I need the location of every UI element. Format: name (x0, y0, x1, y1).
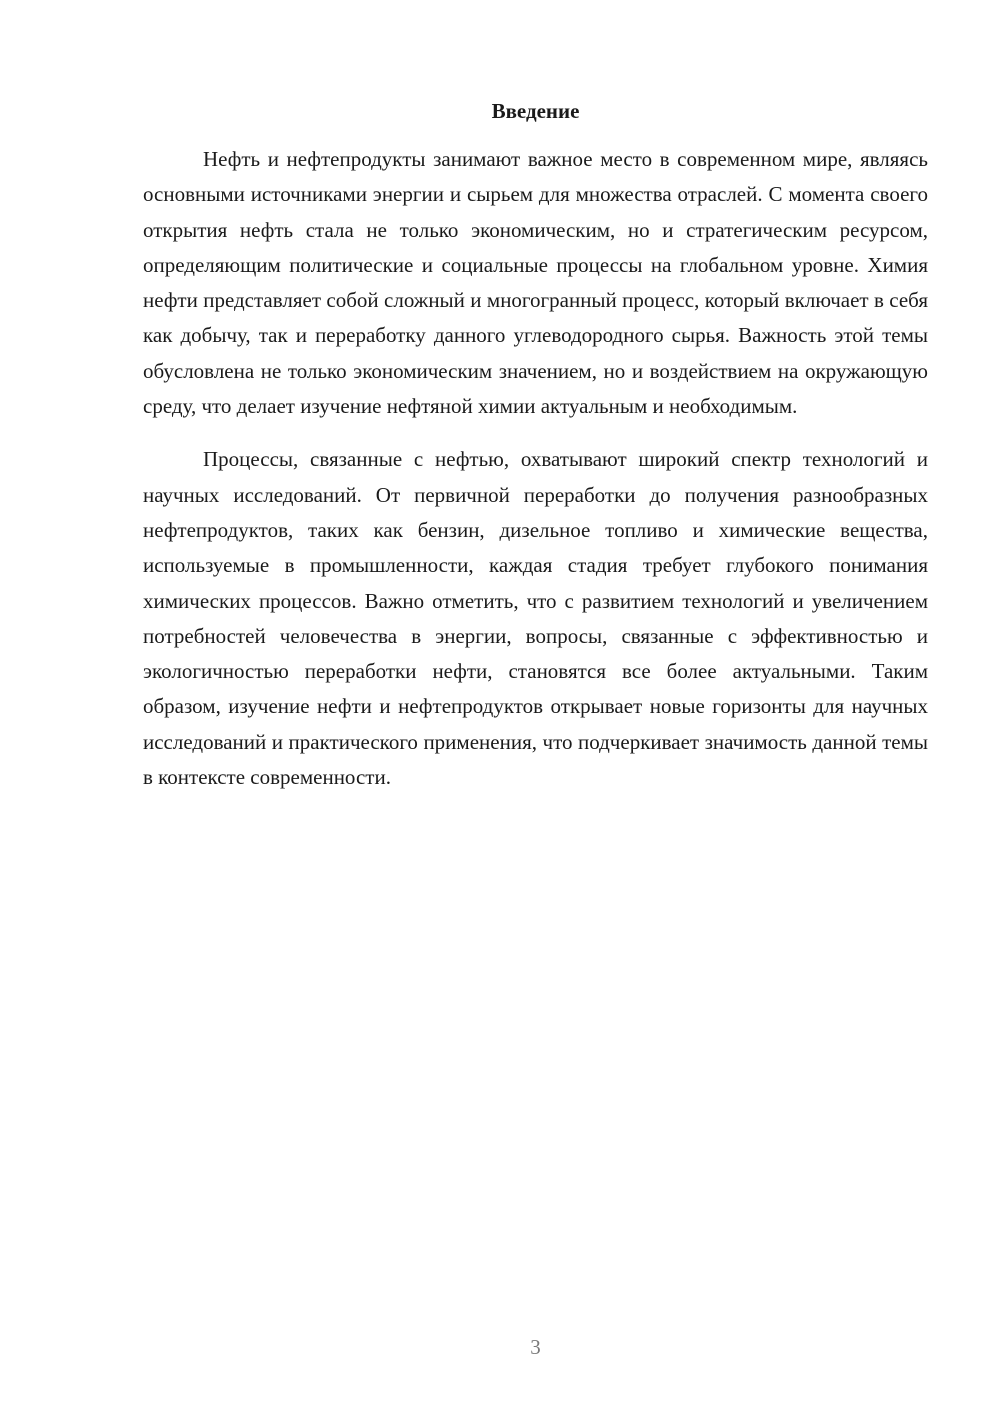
page-number: 3 (530, 1335, 541, 1359)
paragraph-2: Процессы, связанные с нефтью, охватывают широкий спектр технологий и научных исследований. От первичной переработки до получения разнообразных нефтепродуктов, таких как бензин, дизельное топливо и химические вещества, используемые в промышленности, каждая стадия требует глубокого понимания химических процессов. Важно отметить, что с развитием технологий и увеличением потребностей человечества в энергии, вопросы, связанные с эффективностью и экологичностью переработки нефти, становятся все более актуальными. Таким образом, изучение нефти и нефтепродуктов открывает новые горизонты для научных исследований и практического применения, что подчеркивает значимость данной темы в контексте современности. (143, 447, 928, 790)
body-text (143, 142, 928, 813)
section-heading: Введение (491, 99, 580, 123)
paragraph-1: Нефть и нефтепродукты занимают важное место в современном мире, являясь основными источниками энергии и сырьем для множества отраслей. С момента своего открытия нефть стала не только экономическим, но и стратегическим ресурсом, определяющим политические и социальные процессы на глобальном уровне. Химия нефти представляет собой сложный и многогранный процесс, который включает в себя как добычу, так и переработку данного углеводородного сырья. Важность этой темы обусловлена не только экономическим значением, но и воздействием на окружающую среду, что делает изучение нефтяной химии актуальным и необходимым. (143, 147, 928, 419)
